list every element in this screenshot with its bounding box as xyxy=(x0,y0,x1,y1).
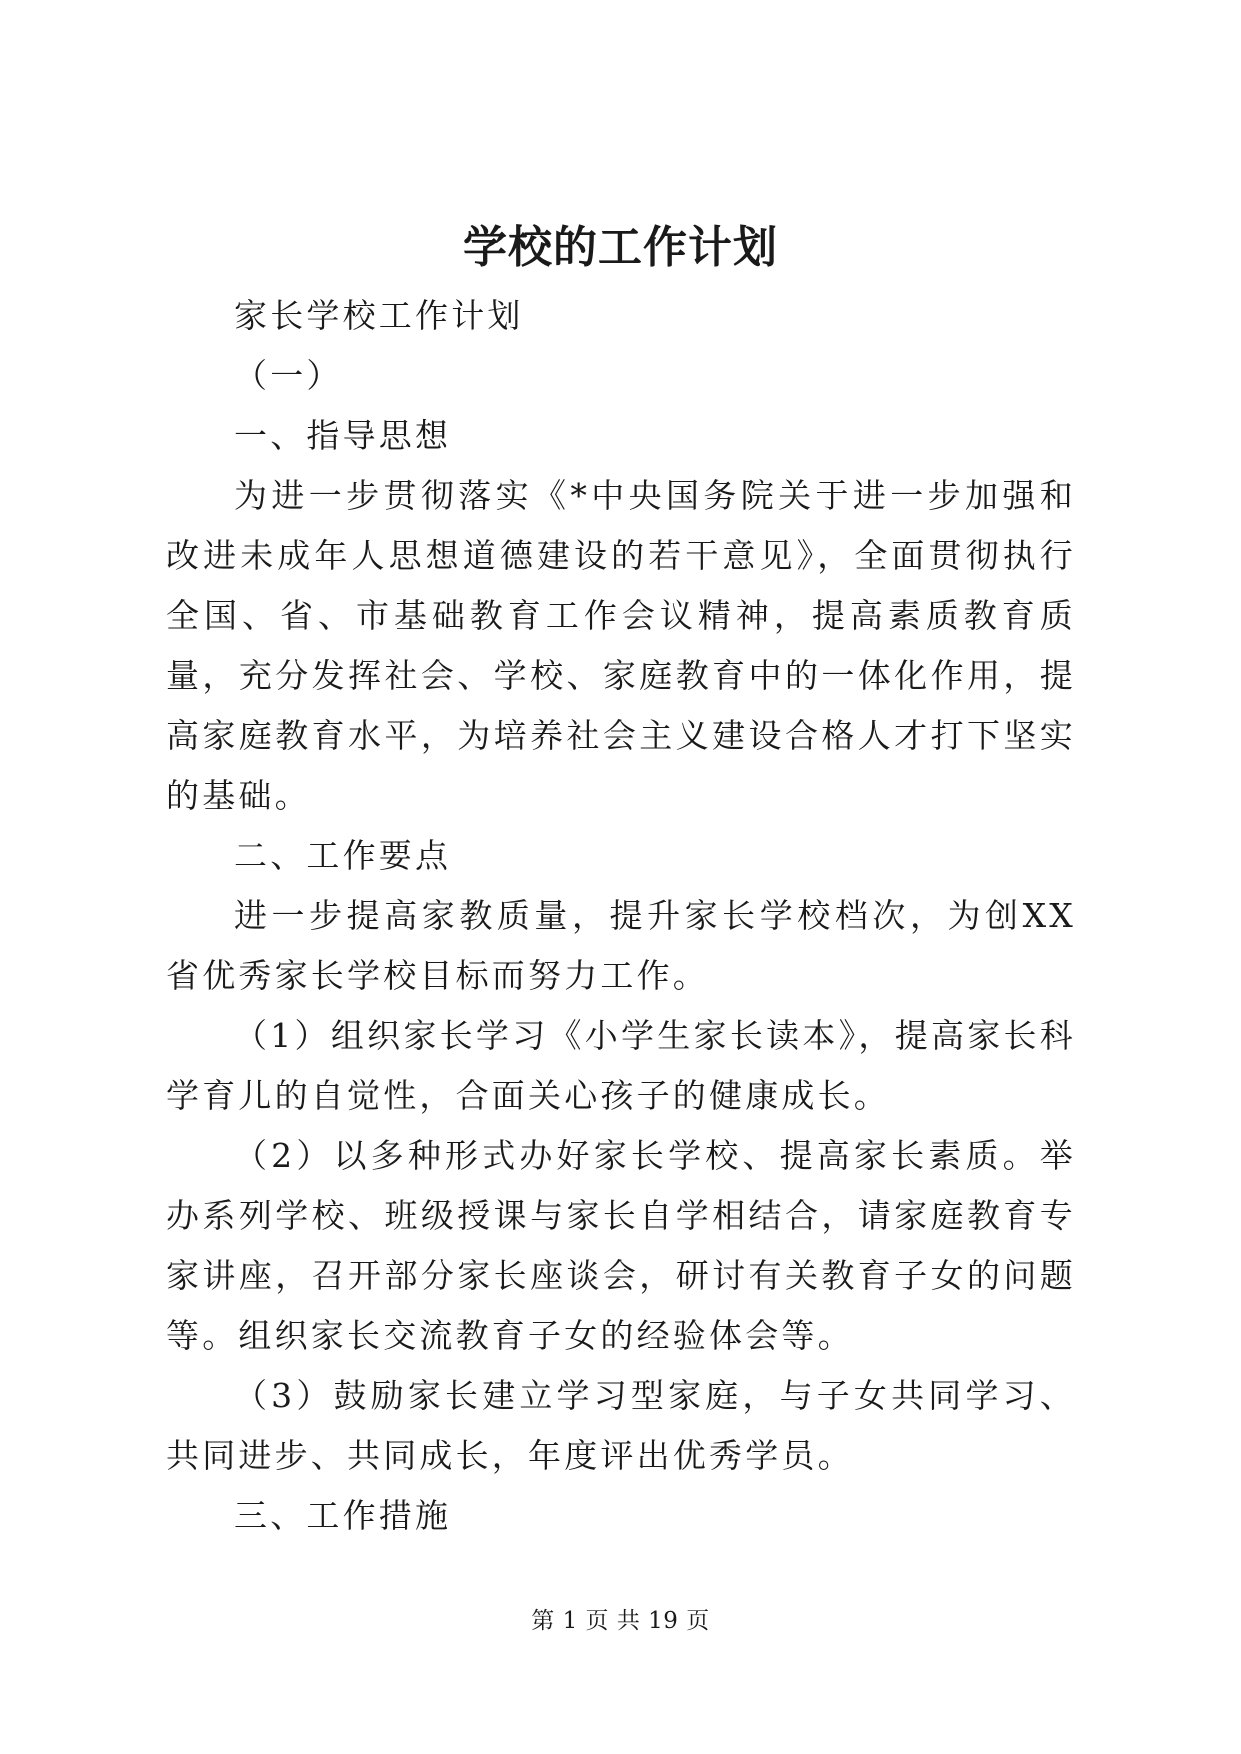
document-body xyxy=(166,286,1076,1546)
section-heading-guiding-ideology: 一、指导思想 xyxy=(234,416,452,455)
guiding-ideology-paragraph: 为进一步贯彻落实《*中央国务院关于进一步加强和改进未成年人思想道德建设的若干意见》，全面贯彻执行全国、省、市基础教育工作会议精神，提高素质教育质量，充分发挥社会、学校、家庭教育中的一体化作用，提高家庭教育水平，为培养社会主义建设合格人才打下坚实的基础。 xyxy=(166,476,1076,815)
document-title: 学校的工作计划 xyxy=(463,222,778,273)
section-heading-work-points: 二、工作要点 xyxy=(234,836,452,875)
work-point-item-2: （2）以多种形式办好家长学校、提高家长素质。举办系列学校、班级授课与家长自学相结合，请家庭教育专家讲座，召开部分家长座谈会，研讨有关教育子女的问题等。组织家长交流教育子女的经验体会等。 xyxy=(166,1136,1076,1355)
work-points-paragraph: 进一步提高家教质量，提升家长学校档次，为创XX省优秀家长学校目标而努力工作。 xyxy=(166,896,1076,995)
subtitle-paragraph: 家长学校工作计划 xyxy=(234,296,524,335)
section-number-paragraph: （一） xyxy=(234,356,343,395)
section-heading-work-measures: 三、工作措施 xyxy=(234,1496,452,1535)
work-point-item-3: （3）鼓励家长建立学习型家庭，与子女共同学习、共同进步、共同成长，年度评出优秀学员。 xyxy=(166,1376,1076,1475)
page-number-footer: 第 1 页 共 19 页 xyxy=(531,1608,710,1634)
work-point-item-1: （1）组织家长学习《小学生家长读本》，提高家长科学育儿的自觉性，合面关心孩子的健康成长。 xyxy=(166,1016,1076,1115)
